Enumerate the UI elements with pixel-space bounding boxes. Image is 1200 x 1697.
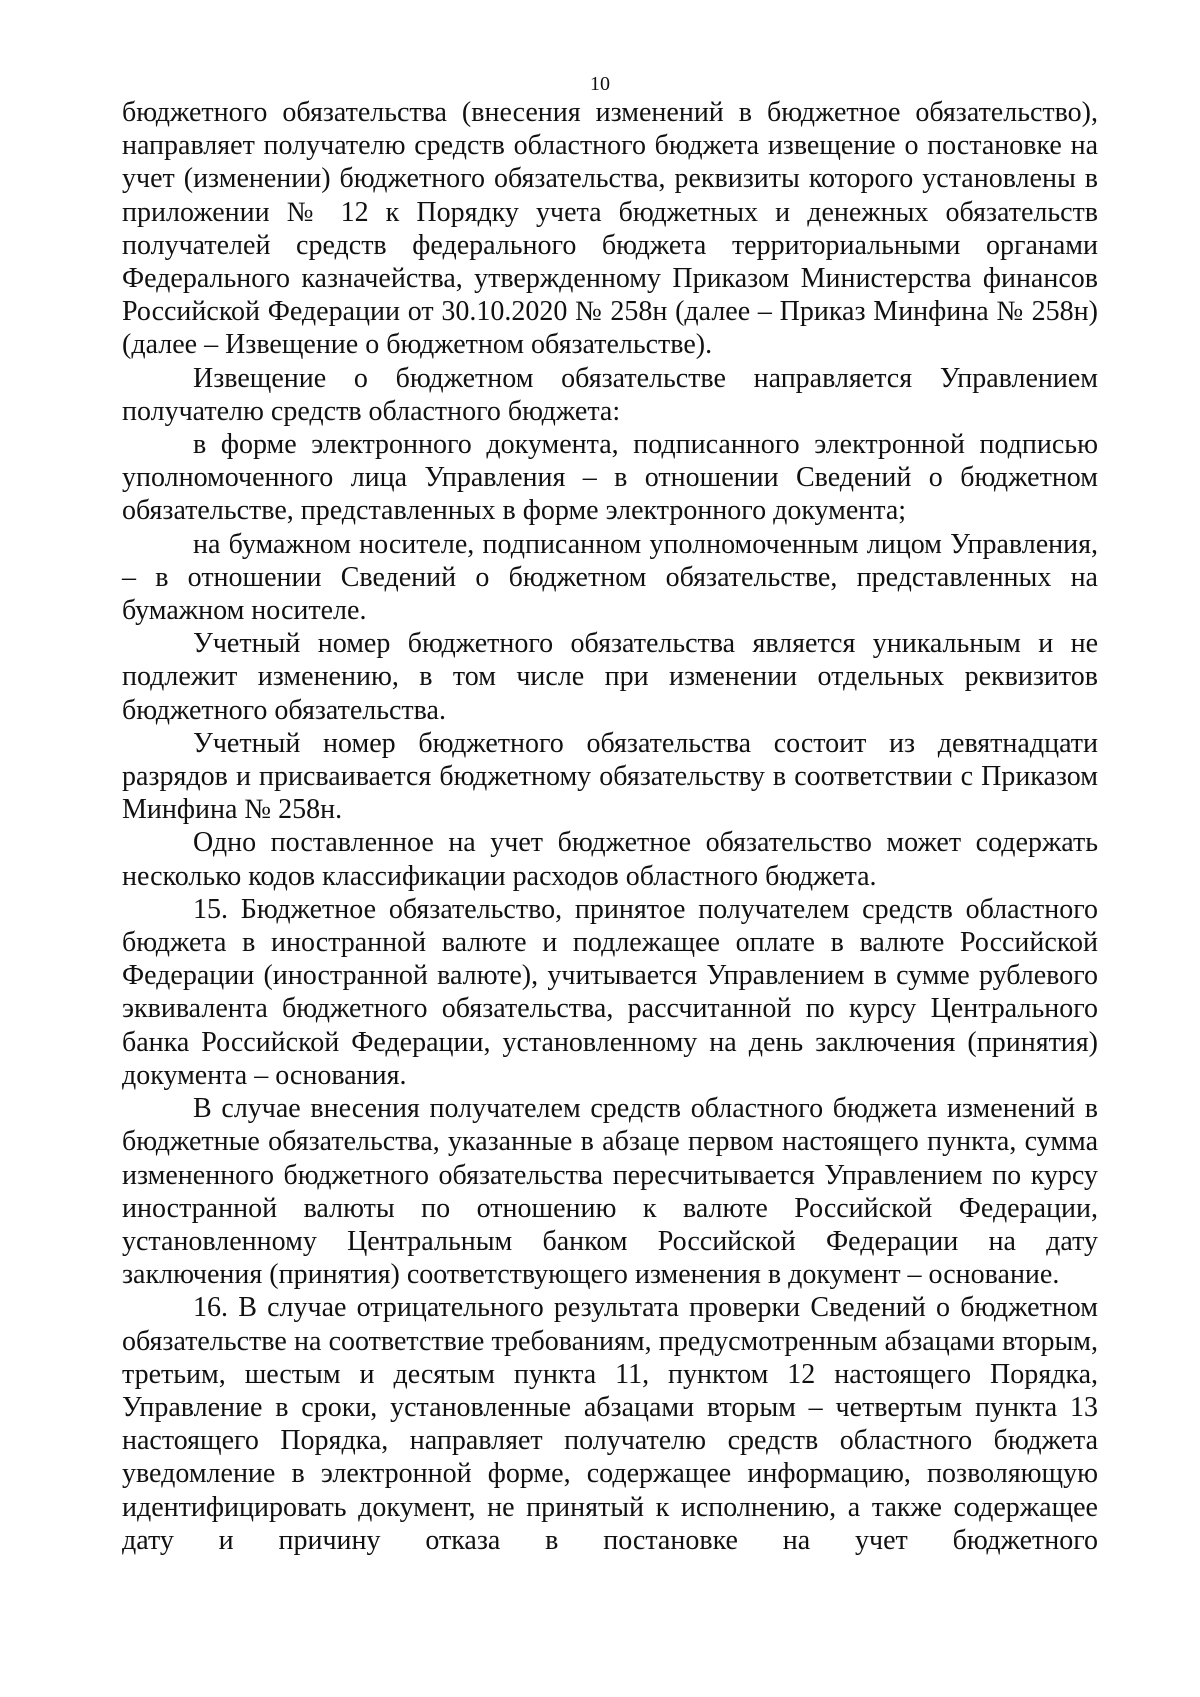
document-body — [122, 96, 1098, 1557]
page-number: 10 — [590, 73, 610, 95]
paragraph: Учетный номер бюджетного обязательства является уникальным и не подлежит изменению, в том числе при изменении отдельных реквизитов бюджетного обязательства. — [122, 628, 1098, 726]
paragraph-item-15: 15. Бюджетное обязательство, принятое получателем средств областного бюджета в иностранной валюте и подлежащее оплате в валюте Российской Федерации (иностранной валюте), учитывается Управлением в сумме рублевого эквивалента бюджетного обязательства, рассчитанной по курсу Центрального банка Российской Федерации, установленному на день заключения (принятия) документа – основания. — [122, 893, 1098, 1091]
paragraph-item-16: 16. В случае отрицательного результата проверки Сведений о бюджетном обязательстве на соответствие требованиям, предусмотренным абзацами вторым, третьим, шестым и десятым пункта 11, пунктом 12 настоящего Порядка, Управление в сроки, установленные абзацами вторым – четвертым пункта 13 настоящего Порядка, направляет получателю средств областного бюджета уведомление в электронной форме, содержащее информацию, позволяющую идентифицировать документ, не принятый к исполнению, а также содержащее дату и причину отказа в постановке на учет бюджетного — [122, 1292, 1098, 1556]
paragraph: В случае внесения получателем средств областного бюджета изменений в бюджетные обязательства, указанные в абзаце первом настоящего пункта, сумма измененного бюджетного обязательства пересчитывается Управлением по курсу иностранной валюты по отношению к валюте Российской Федерации, установленному Центральным банком Российской Федерации на дату заключения (принятия) соответствующего изменения в документ – основание. — [122, 1093, 1098, 1291]
paragraph: Учетный номер бюджетного обязательства состоит из девятнадцати разрядов и присваивается бюджетному обязательству в соответствии с Приказом Минфина № 258н. — [122, 727, 1098, 826]
paragraph: на бумажном носителе, подписанном уполномоченным лицом Управления, – в отношении Сведений о бюджетном обязательстве, представленных на бумажном носителе. — [122, 528, 1098, 627]
paragraph: в форме электронного документа, подписанного электронной подписью уполномоченного лица Управления – в отношении Сведений о бюджетном обязательстве, представленных в форме электронного документа; — [122, 429, 1098, 527]
paragraph: Одно поставленное на учет бюджетное обязательство может содержать несколько кодов классификации расходов областного бюджета. — [122, 827, 1098, 892]
paragraph-continuation: бюджетного обязательства (внесения изменений в бюджетное обязательство), направляет получателю средств областного бюджета извещение о постановке на учет (изменении) бюджетного обязательства, реквизиты которого установлены в приложении № 12 к Порядку учета бюджетных и денежных обязательств получателей средств федерального бюджета территориальными органами Федерального казначейства, утвержденному Приказом Министерства финансов Российской Федерации от 30.10.2020 № 258н (далее – Приказ Минфина № 258н) (далее – Извещение о бюджетном обязательстве). — [122, 97, 1098, 361]
paragraph: Извещение о бюджетном обязательстве направляется Управлением получателю средств областного бюджета: — [122, 362, 1098, 427]
